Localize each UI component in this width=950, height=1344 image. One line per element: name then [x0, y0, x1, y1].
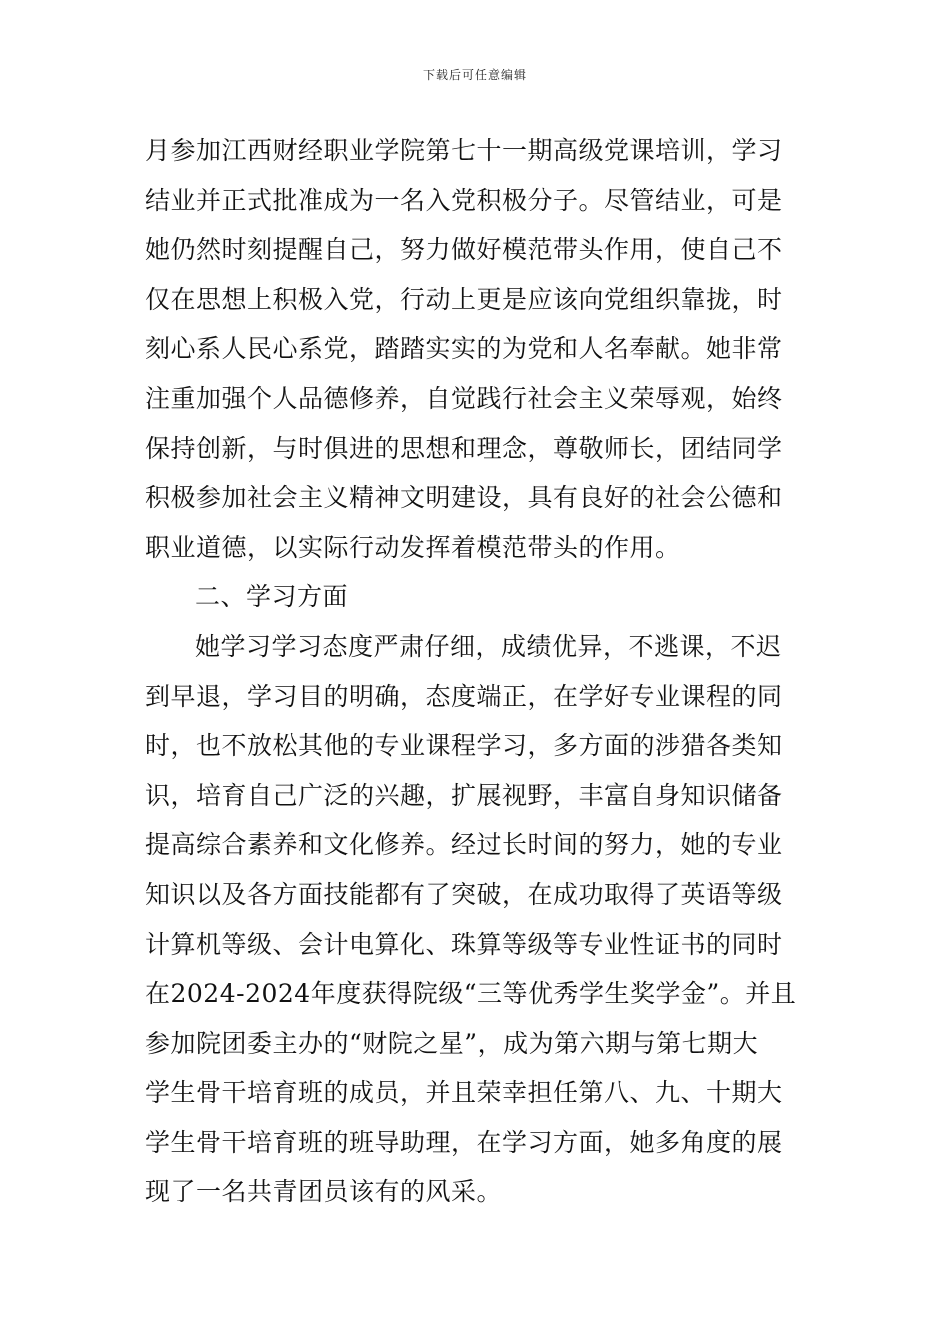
text-line: 参加院团委主办的“财院之星”，成为第六期与第七期大	[145, 1028, 759, 1058]
text-line: 时，也不放松其他的专业课程学习，多方面的涉猎各类知	[145, 731, 783, 761]
section-heading: 二、学习方面	[195, 582, 349, 612]
header-note: 下载后可任意编辑	[422, 68, 527, 82]
text-line: 刻心系人民心系党，踏踏实实的为党和人名奉献。她非常	[145, 334, 783, 364]
text-line: 她仍然时刻提醒自己，努力做好模范带头作用，使自己不	[145, 235, 783, 265]
text-line: 月参加江西财经职业学院第七十一期高级党课培训，学习	[145, 136, 783, 165]
text-line: 到早退，学习目的明确，态度端正，在学好专业课程的同	[145, 681, 783, 711]
text-line: 提高综合素养和文化修养。经过长时间的努力，她的专业	[145, 830, 783, 860]
text-line: 积极参加社会主义精神文明建设，具有良好的社会公德和	[145, 483, 783, 513]
text-line: 识，培育自己广泛的兴趣，扩展视野，丰富自身知识储备	[145, 780, 783, 810]
text-line: 仅在思想上积极入党，行动上更是应该向党组织靠拢，时	[145, 284, 783, 314]
text-line: 结业并正式批准成为一名入党积极分子。尽管结业，可是	[145, 185, 783, 215]
text-line: 注重加强个人品德修养，自觉践行社会主义荣辱观，始终	[145, 383, 783, 413]
text-line: 知识以及各方面技能都有了突破，在成功取得了英语等级	[145, 879, 783, 909]
text-line: 学生骨干培育班的成员，并且荣幸担任第八、九、十期大	[145, 1078, 783, 1108]
text-line: 职业道德，以实际行动发挥着模范带头的作用。	[145, 532, 681, 562]
document-body	[145, 126, 805, 1217]
paragraph-first-line: 她学习学习态度严肃仔细，成绩优异，不逃课，不迟	[195, 631, 782, 661]
text-line: 学生骨干培育班的班导助理，在学习方面，她多角度的展	[145, 1127, 783, 1157]
text-line: 计算机等级、会计电算化、珠算等级等专业性证书的同时	[145, 929, 783, 959]
text-line: 在2024-2024年度获得院级“三等优秀学生奖学金”。并且	[145, 979, 797, 1009]
text-line: 现了一名共青团员该有的风采。	[145, 1177, 503, 1207]
text-line: 保持创新，与时俱进的思想和理念，尊敬师长，团结同学	[145, 433, 783, 463]
